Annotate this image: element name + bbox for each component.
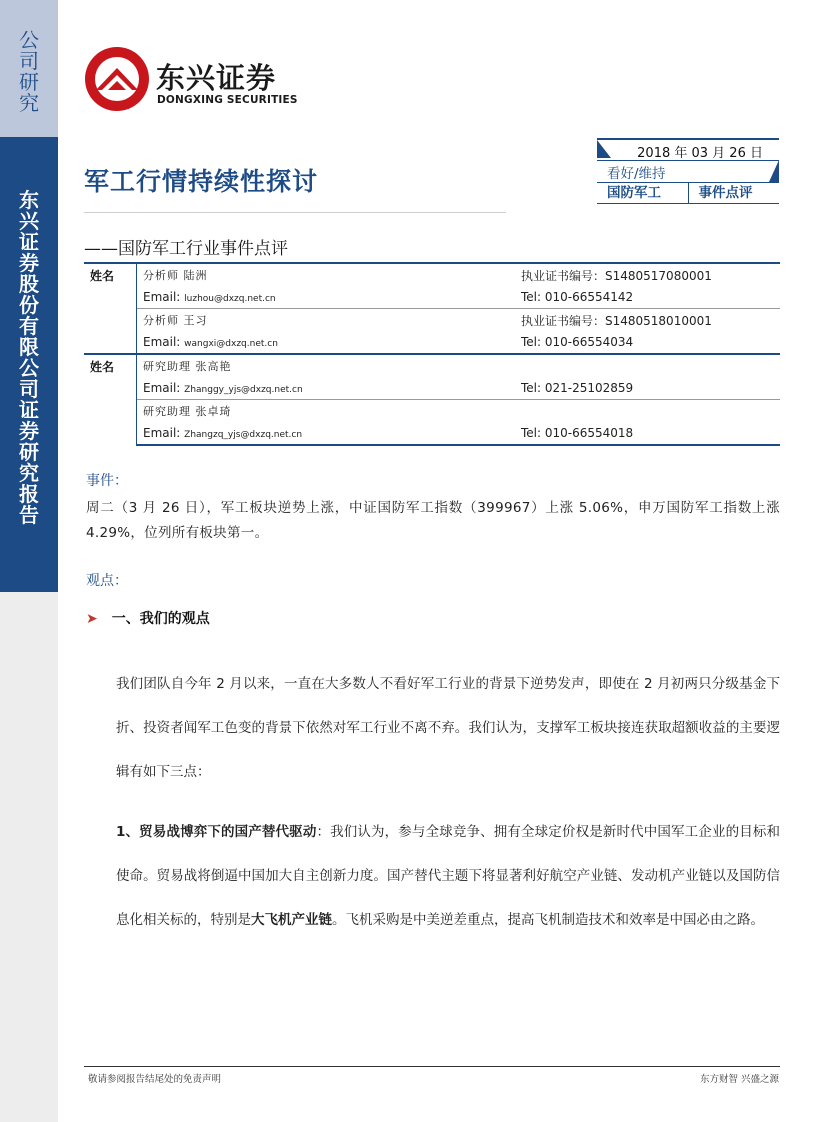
table-row <box>84 309 780 332</box>
title-divider <box>84 212 506 213</box>
analyst-email[interactable]: luzhou@dxzq.net.cn <box>184 294 276 304</box>
analyst-tel: Tel: 010-66554142 <box>515 286 780 309</box>
analyst-email[interactable]: wangxi@dxzq.net.cn <box>184 339 278 349</box>
email-label: Email: <box>143 335 181 349</box>
corner-triangle-icon <box>769 160 779 182</box>
date-line <box>597 138 779 161</box>
email-label: Email: <box>143 290 181 304</box>
sidebar <box>0 0 58 1122</box>
table-row <box>84 286 780 309</box>
report-meta-box <box>597 138 779 204</box>
report-subtitle: ——国防军工行业事件点评 <box>84 239 288 259</box>
paragraph: 我们团队自今年 2 月以来，一直在大多数人不看好军工行业的背景下逆势发声，即使在 2 月初两只分级基金下折、投资者闻军工色变的背景下依然对军工行业不离不弃。我们认为，支撑军工板块接连获取超额收益的主要逻辑有如下三点： <box>116 676 780 780</box>
arrow-right-icon: ➤ <box>86 611 98 627</box>
point-text: ：我们认为，参与全球竞争、拥有全球定价权是新时代中国军工企业的目标和使命。贸易战将倒逼中国加大自主创新力度。国产替代主题下将显著利好航空产业链、发动机产业链以及国防信息化相关标的，特别是 <box>116 824 781 928</box>
email-label: Email: <box>143 426 181 440</box>
analyst-tel: Tel: 010-66554034 <box>521 335 634 349</box>
assistant-tel: Tel: 010-66554018 <box>515 422 780 445</box>
views-bullet <box>86 608 210 628</box>
views-heading: 观点： <box>86 573 128 589</box>
report-type-tag: 事件点评 <box>688 183 780 203</box>
brand-name-en: DONGXING SECURITIES <box>157 94 298 106</box>
assistant-tel: Tel: 021-25102859 <box>515 377 780 400</box>
assistant-name: 研究助理 张卓琦 <box>143 405 232 418</box>
analyst-cert: 执业证书编号：S1480518010001 <box>521 313 712 328</box>
table-row <box>84 400 780 423</box>
sidebar-category: 公 司 研 究 <box>19 28 39 115</box>
report-title: 军工行情持续性探讨 <box>84 167 319 196</box>
assistant-email[interactable]: Zhanggy_yjs@dxzq.net.cn <box>184 385 303 395</box>
corner-triangle-icon <box>597 140 611 158</box>
assistant-group-label: 姓名 <box>84 354 137 445</box>
assistant-name: 研究助理 张高艳 <box>137 354 516 377</box>
analyst-table <box>84 262 780 446</box>
table-row <box>84 354 780 377</box>
point-lead: 1、贸易战博弈下的国产替代驱动 <box>116 824 317 840</box>
analyst-name: 分析师 王习 <box>143 314 208 327</box>
point-text: 。飞机采购是中美逆差重点，提高飞机制造技术和效率是中国必由之路。 <box>332 912 764 928</box>
brand-logo <box>84 46 314 112</box>
report-date: 2018 年 03 月 26 日 <box>637 146 763 161</box>
brand-name-cn: 东兴证券 <box>156 61 277 95</box>
table-row <box>84 263 780 286</box>
dongxing-logo-icon <box>84 46 150 112</box>
event-body: 周二（3 月 26 日），军工板块逆势上涨，中证国防军工指数（399967）上涨 5.06%，申万国防军工指数上涨 4.29%，位列所有板块第一。 <box>86 500 780 541</box>
sidebar-report-type: 东 兴 证 券 股 份 有 限 公 司 证 券 研 究 报 告 <box>19 188 39 527</box>
paragraph <box>116 810 780 942</box>
footer-disclaimer: 敬请参阅报告结尾处的免责声明 <box>88 1074 222 1085</box>
point-emphasis: 大飞机产业链 <box>251 912 332 928</box>
table-row <box>84 331 780 354</box>
table-row <box>84 377 780 400</box>
analyst-group-label: 姓名 <box>84 263 137 354</box>
email-label: Email: <box>143 381 181 395</box>
industry-tag: 国防军工 <box>607 185 661 201</box>
footer-slogan: 东方财智 兴盛之源 <box>699 1074 779 1085</box>
table-row <box>84 422 780 445</box>
analyst-name: 分析师 陆洲 <box>137 263 516 286</box>
tag-row <box>597 182 779 204</box>
footer-divider <box>84 1066 780 1067</box>
analyst-cert: 执业证书编号：S1480517080001 <box>515 263 780 286</box>
bullet-text: 一、我们的观点 <box>111 611 210 627</box>
event-heading: 事件： <box>86 473 128 489</box>
assistant-email[interactable]: Zhangzq_yjs@dxzq.net.cn <box>184 430 303 440</box>
rating: 看好/维持 <box>607 166 666 182</box>
